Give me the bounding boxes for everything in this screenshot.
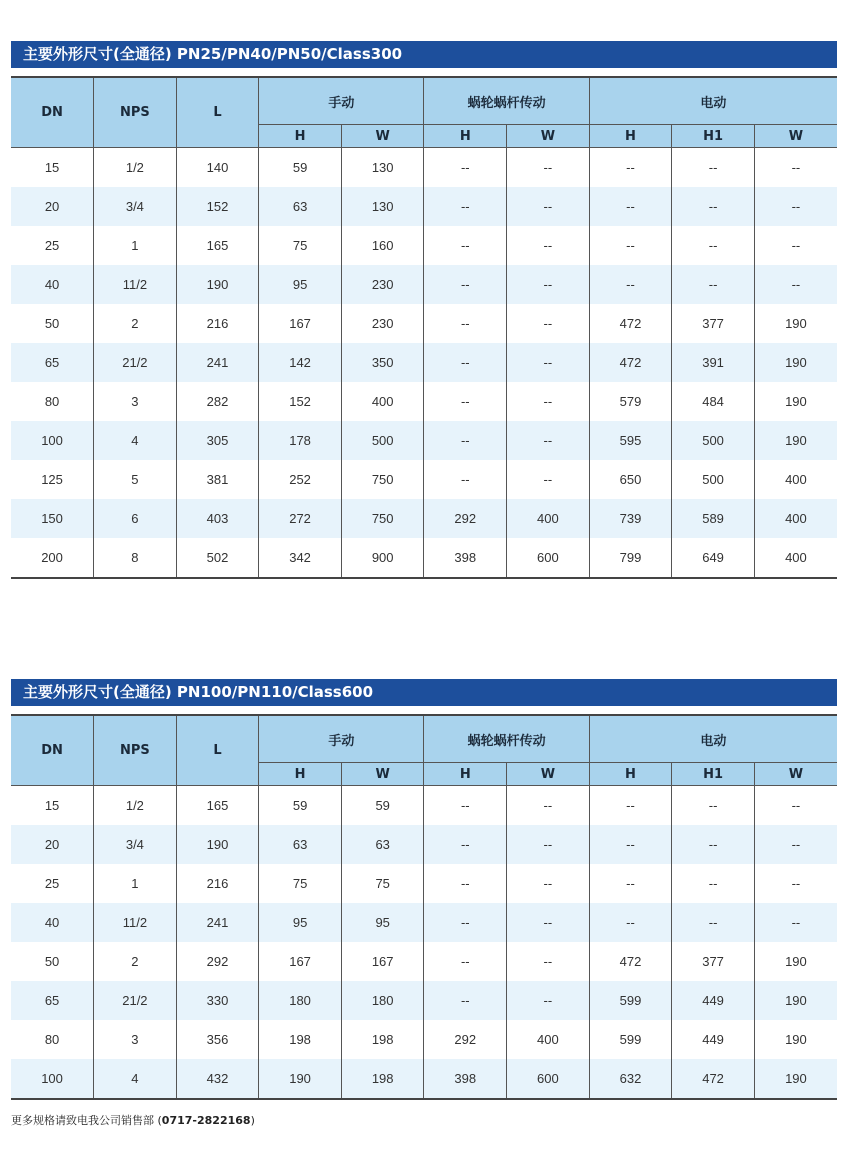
table-cell: -- (589, 265, 672, 304)
table-cell: 190 (176, 265, 259, 304)
table-cell: -- (507, 903, 590, 942)
header-group-worm-gear: 蜗轮蜗杆传动 (424, 77, 589, 125)
table-cell: 40 (11, 903, 94, 942)
subheader-electric-h: H (589, 763, 672, 786)
header-nps: NPS (94, 715, 177, 786)
table-cell: 500 (672, 460, 755, 499)
table-cell: 95 (259, 265, 342, 304)
table-cell: 25 (11, 226, 94, 265)
table-title: 主要外形尺寸(全通径) PN25/PN40/PN50/Class300 (11, 41, 837, 68)
header-l: L (176, 715, 259, 786)
table-cell: 241 (176, 343, 259, 382)
table-cell: -- (507, 304, 590, 343)
table-cell: 11/2 (94, 265, 177, 304)
table-cell: 391 (672, 343, 755, 382)
table-cell: -- (424, 187, 507, 226)
table-cell: -- (424, 864, 507, 903)
table-cell: 472 (589, 343, 672, 382)
table-cell: 342 (259, 538, 342, 578)
dimensions-table (11, 76, 837, 579)
table-cell: 200 (11, 538, 94, 578)
table-row (11, 343, 837, 382)
table-cell: 3/4 (94, 825, 177, 864)
table-cell: 649 (672, 538, 755, 578)
table-cell: -- (672, 187, 755, 226)
table-cell: 350 (341, 343, 424, 382)
table-cell: 750 (341, 460, 424, 499)
table-cell: 178 (259, 421, 342, 460)
table-cell: 292 (176, 942, 259, 981)
table-cell: 377 (672, 304, 755, 343)
footnote-text: 更多规格请致电我公司销售部 ( (11, 1114, 162, 1127)
table-cell: 75 (259, 226, 342, 265)
table-cell: 502 (176, 538, 259, 578)
table-cell: 21/2 (94, 981, 177, 1020)
table-cell: 198 (341, 1020, 424, 1059)
table-row (11, 421, 837, 460)
table-row (11, 499, 837, 538)
table-cell: -- (672, 226, 755, 265)
table-cell: 3 (94, 1020, 177, 1059)
table-cell: 1/2 (94, 148, 177, 188)
table-row (11, 981, 837, 1020)
table-cell: 75 (259, 864, 342, 903)
table-cell: 65 (11, 343, 94, 382)
table-cell: -- (589, 187, 672, 226)
table-cell: 799 (589, 538, 672, 578)
table-cell: 190 (785, 954, 807, 969)
table-cell: 65 (11, 981, 94, 1020)
table-cell: -- (424, 981, 507, 1020)
table-cell: 241 (176, 903, 259, 942)
table-cell: -- (424, 942, 507, 981)
table-cell: -- (589, 148, 672, 188)
table-cell: 599 (589, 1020, 672, 1059)
table-cell: 80 (11, 382, 94, 421)
table-cell: 142 (259, 343, 342, 382)
dimensions-table (11, 714, 837, 1100)
table-cell: 272 (259, 499, 342, 538)
table-row (11, 942, 837, 981)
table-row (11, 1059, 837, 1099)
table-cell: 398 (424, 1059, 507, 1099)
table-row (11, 864, 837, 903)
table-cell: 190 (785, 394, 807, 409)
table-cell: 252 (259, 460, 342, 499)
table-cell: 25 (11, 864, 94, 903)
header-l: L (176, 77, 259, 148)
table-cell: -- (589, 226, 672, 265)
table-cell: -- (424, 226, 507, 265)
subheader-worm-h: H (424, 125, 507, 148)
header-dn: DN (11, 77, 94, 148)
table-cell: 180 (259, 981, 342, 1020)
table-cell: 4 (94, 421, 177, 460)
table-cell: 95 (341, 903, 424, 942)
footnote-close: ) (250, 1114, 255, 1127)
spec-table-pn100 (11, 679, 837, 1100)
spec-table-pn25 (11, 41, 837, 579)
table-cell: -- (507, 786, 590, 826)
table-cell: -- (507, 981, 590, 1020)
subheader-worm-w: W (507, 763, 590, 786)
table-cell: 432 (176, 1059, 259, 1099)
table-cell: 15 (11, 148, 94, 188)
table-cell: 190 (754, 421, 837, 460)
table-cell: 400 (754, 538, 837, 578)
table-cell: 165 (176, 226, 259, 265)
table-cell: 11/2 (94, 903, 177, 942)
header-nps: NPS (94, 77, 177, 148)
table-cell: 167 (259, 304, 342, 343)
table-cell: -- (507, 382, 590, 421)
table-cell: -- (507, 187, 590, 226)
table-cell: 190 (754, 981, 837, 1020)
contact-footnote (11, 1112, 255, 1128)
table-cell: 150 (11, 499, 94, 538)
table-cell: 152 (259, 382, 342, 421)
table-cell: 230 (341, 304, 424, 343)
header-group-electric: 电动 (589, 715, 837, 763)
table-cell: 600 (507, 538, 590, 578)
table-cell: -- (507, 825, 590, 864)
table-cell: 63 (259, 825, 342, 864)
table-cell: 2 (94, 304, 177, 343)
table-cell: 292 (424, 499, 507, 538)
table-cell: -- (424, 265, 507, 304)
table-cell: 167 (259, 942, 342, 981)
table-cell: 216 (176, 304, 259, 343)
table-cell: 20 (11, 187, 94, 226)
table-cell: 282 (176, 382, 259, 421)
table-cell: -- (791, 798, 801, 813)
table-cell: 600 (507, 1059, 590, 1099)
table-cell: -- (589, 786, 672, 826)
table-cell: 165 (176, 786, 259, 826)
table-row (11, 304, 837, 343)
table-cell: -- (507, 148, 590, 188)
table-cell: -- (672, 864, 755, 903)
table-cell: 449 (672, 1020, 755, 1059)
table-cell: 900 (341, 538, 424, 578)
table-cell: -- (507, 343, 590, 382)
table-cell: 125 (11, 460, 94, 499)
table-row (11, 460, 837, 499)
table-cell: 63 (341, 825, 424, 864)
table-cell: -- (424, 382, 507, 421)
table-row (11, 538, 837, 578)
table-cell: 198 (259, 1020, 342, 1059)
table-cell: 50 (11, 942, 94, 981)
table-cell: 130 (341, 148, 424, 188)
table-cell: -- (672, 903, 755, 942)
sales-phone: 0717-2822168 (161, 1114, 251, 1127)
subheader-manual-h: H (259, 763, 342, 786)
table-cell: 1 (94, 864, 177, 903)
table-cell: 330 (176, 981, 259, 1020)
table-cell: 3 (94, 382, 177, 421)
table-cell: 40 (11, 265, 94, 304)
table-cell: -- (672, 825, 755, 864)
table-cell: 500 (341, 421, 424, 460)
table-cell: 140 (176, 148, 259, 188)
table-cell: 650 (589, 460, 672, 499)
subheader-worm-h: H (424, 763, 507, 786)
table-cell: 180 (341, 981, 424, 1020)
table-cell: 1/2 (94, 786, 177, 826)
subheader-manual-h: H (259, 125, 342, 148)
table-cell: 4 (94, 1059, 177, 1099)
table-cell: 1 (94, 226, 177, 265)
table-cell: 59 (259, 148, 342, 188)
table-cell: 6 (94, 499, 177, 538)
table-row (11, 265, 837, 304)
table-cell: 15 (11, 786, 94, 826)
table-cell: 95 (259, 903, 342, 942)
table-cell: 292 (424, 1020, 507, 1059)
table-cell: -- (672, 148, 755, 188)
header-dn: DN (11, 715, 94, 786)
table-cell: -- (424, 148, 507, 188)
table-cell: -- (507, 421, 590, 460)
header-group-manual: 手动 (259, 77, 424, 125)
table-cell: 377 (672, 942, 755, 981)
subheader-manual-w: W (341, 763, 424, 786)
table-cell: 63 (259, 187, 342, 226)
table-cell: 632 (589, 1059, 672, 1099)
table-cell: 599 (589, 981, 672, 1020)
table-cell: 579 (589, 382, 672, 421)
subheader-electric-h: H (589, 125, 672, 148)
table-cell: 400 (785, 472, 807, 487)
table-cell: -- (589, 825, 672, 864)
table-row (11, 825, 837, 864)
table-cell: 2 (94, 942, 177, 981)
table-title: 主要外形尺寸(全通径) PN100/PN110/Class600 (11, 679, 837, 706)
table-cell: -- (507, 460, 590, 499)
table-cell: 50 (11, 304, 94, 343)
subheader-worm-w: W (507, 125, 590, 148)
table-cell: 8 (94, 538, 177, 578)
table-cell: -- (424, 825, 507, 864)
table-cell: 472 (589, 304, 672, 343)
table-cell: 400 (507, 1020, 590, 1059)
table-cell: 595 (589, 421, 672, 460)
subheader-manual-w: W (341, 125, 424, 148)
header-group-electric: 电动 (589, 77, 837, 125)
table-cell: 589 (672, 499, 755, 538)
table-cell: -- (754, 903, 837, 942)
table-cell: 198 (341, 1059, 424, 1099)
table-cell: 21/2 (94, 343, 177, 382)
table-cell: -- (672, 786, 755, 826)
table-cell: 449 (672, 981, 755, 1020)
table-cell: 5 (94, 460, 177, 499)
table-cell: 190 (754, 1059, 837, 1099)
table-cell: 75 (341, 864, 424, 903)
table-cell: 750 (341, 499, 424, 538)
table-cell: -- (507, 942, 590, 981)
table-cell: 400 (341, 382, 424, 421)
table-cell: 230 (341, 265, 424, 304)
table-cell: 190 (785, 1032, 807, 1047)
table-cell: -- (754, 825, 837, 864)
table-cell: 472 (589, 942, 672, 981)
table-cell: 152 (176, 187, 259, 226)
table-cell: -- (589, 864, 672, 903)
table-cell: 500 (672, 421, 755, 460)
subheader-electric-h1: H1 (672, 125, 755, 148)
table-cell: -- (424, 421, 507, 460)
header-group-manual: 手动 (259, 715, 424, 763)
table-cell: 190 (785, 316, 807, 331)
subheader-electric-w: W (754, 763, 837, 786)
table-row (11, 382, 837, 421)
table-cell: 398 (424, 538, 507, 578)
table-cell: 130 (341, 187, 424, 226)
table-cell: -- (754, 187, 837, 226)
table-cell: 381 (176, 460, 259, 499)
subheader-electric-h1: H1 (672, 763, 755, 786)
table-cell: 59 (341, 786, 424, 826)
table-cell: 190 (259, 1059, 342, 1099)
table-cell: 216 (176, 864, 259, 903)
table-cell: -- (791, 876, 801, 891)
table-cell: 100 (11, 421, 94, 460)
table-body (11, 786, 837, 1100)
table-cell: 739 (589, 499, 672, 538)
subheader-electric-w: W (754, 125, 837, 148)
table-cell: -- (791, 238, 801, 253)
table-cell: -- (672, 265, 755, 304)
table-cell: -- (507, 226, 590, 265)
table-cell: 167 (341, 942, 424, 981)
table-cell: -- (507, 265, 590, 304)
table-cell: 484 (672, 382, 755, 421)
table-cell: 400 (754, 499, 837, 538)
table-cell: -- (589, 903, 672, 942)
table-cell: -- (754, 265, 837, 304)
table-cell: 190 (754, 343, 837, 382)
table-cell: 20 (11, 825, 94, 864)
table-cell: 80 (11, 1020, 94, 1059)
table-cell: 190 (176, 825, 259, 864)
table-cell: -- (424, 786, 507, 826)
table-cell: 3/4 (94, 187, 177, 226)
table-row (11, 148, 837, 188)
table-cell: -- (424, 304, 507, 343)
table-cell: 472 (672, 1059, 755, 1099)
table-cell: 400 (507, 499, 590, 538)
table-row (11, 187, 837, 226)
table-cell: 160 (341, 226, 424, 265)
table-body (11, 148, 837, 579)
table-cell: -- (507, 864, 590, 903)
table-cell: -- (791, 160, 801, 175)
table-cell: 356 (176, 1020, 259, 1059)
table-cell: 100 (11, 1059, 94, 1099)
table-cell: -- (424, 460, 507, 499)
header-group-worm-gear: 蜗轮蜗杆传动 (424, 715, 589, 763)
table-row (11, 903, 837, 942)
table-row (11, 1020, 837, 1059)
table-cell: -- (424, 903, 507, 942)
table-cell: 59 (259, 786, 342, 826)
table-cell: 403 (176, 499, 259, 538)
table-row (11, 786, 837, 826)
table-row (11, 226, 837, 265)
table-cell: 305 (176, 421, 259, 460)
table-cell: -- (424, 343, 507, 382)
